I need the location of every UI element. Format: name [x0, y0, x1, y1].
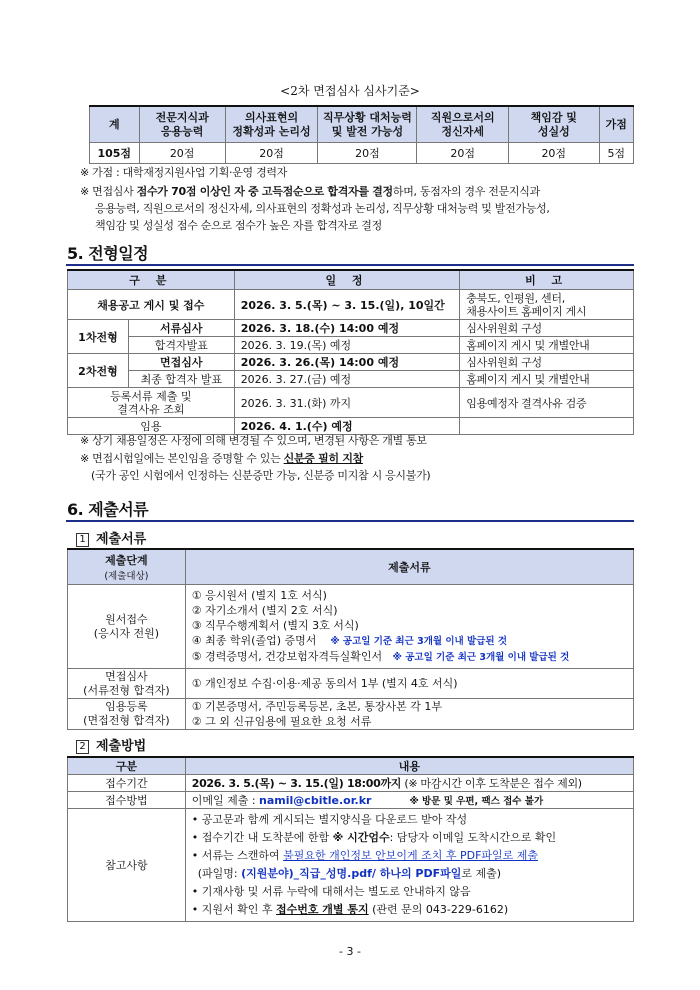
criteria-value: 20점 [225, 143, 318, 164]
method-row [68, 809, 634, 922]
list-item: • 지원서 확인 후 접수번호 개별 통지 (관련 문의 043-229-6162) [191, 903, 509, 916]
documents-row [68, 585, 634, 669]
method-row [68, 775, 634, 792]
schedule-date: 2026. 3. 19.(목) 예정 [234, 337, 460, 354]
schedule-note: 충북도, 인평원, 센터, 채용사이트 홈페이지 게시 [460, 290, 634, 320]
criteria-value: 20점 [318, 143, 417, 164]
list-item: ① 개인정보 수집·이용·제공 동의서 1부 (별지 4호 서식) [191, 677, 458, 690]
schedule-header: 비 고 [460, 270, 634, 290]
method-label: 참고사항 [68, 809, 186, 922]
criteria-header: 직원으로서의 정신자세 [417, 106, 509, 143]
subsection-method: 2 제출방법 [76, 735, 146, 754]
schedule-note: 홈페이지 게시 및 개별안내 [460, 371, 634, 388]
schedule-row [68, 388, 634, 418]
schedule-row [68, 371, 634, 388]
schedule-row [68, 290, 634, 320]
list-item: ② 그 외 신규임용에 필요한 요청 서류 [191, 715, 372, 728]
method-header-row [68, 757, 634, 775]
criteria-table [89, 105, 634, 164]
schedule-note-change: ※ 상기 채용일정은 사정에 의해 변경될 수 있으며, 변경된 사항은 개별 통보 [80, 434, 427, 447]
method-header: 내용 [185, 757, 633, 775]
list-item: • 접수기간 내 도착분에 한함 ※ 시간엄수: 담당자 이메일 도착시간으로 확인 [191, 831, 557, 844]
schedule-row [68, 337, 634, 354]
schedule-header: 일 정 [234, 270, 460, 290]
schedule-note: 심사위원회 구성 [460, 354, 634, 371]
method-label: 접수방법 [68, 792, 186, 809]
schedule-row [68, 354, 634, 371]
schedule-note: 홈페이지 게시 및 개별안내 [460, 337, 634, 354]
criteria-value-row [90, 143, 634, 164]
documents-list [185, 669, 633, 699]
documents-header-stage: 제출단계 (제출대상) [68, 549, 186, 585]
documents-stage: 면접심사 (서류전형 합격자) [68, 669, 186, 699]
criteria-value: 20점 [509, 143, 599, 164]
schedule-sub: 합격자발표 [128, 337, 234, 354]
list-item: ⑤ 경력증명서, 건강보험자격득실확인서 ※ 공고일 기준 최근 3개월 이내 발급된 것 [191, 650, 570, 663]
documents-stage: 원서접수 (응시자 전원) [68, 585, 186, 669]
schedule-header: 구 분 [68, 270, 235, 290]
criteria-header: 가점 [599, 106, 634, 143]
schedule-group: 2차전형 [68, 354, 129, 388]
section-documents-heading: 6. 제출서류 [67, 500, 149, 519]
schedule-row [68, 320, 634, 337]
schedule-date: 2026. 3. 27.(금) 예정 [234, 371, 460, 388]
schedule-date: 2026. 3. 18.(수) 14:00 예정 [234, 320, 460, 337]
documents-list [185, 699, 633, 730]
list-item: ③ 직무수행계획서 (별지 3호 서식) [191, 619, 359, 632]
schedule-category: 채용공고 게시 및 접수 [68, 290, 235, 320]
method-label: 접수기간 [68, 775, 186, 792]
list-item: ② 자기소개서 (별지 2호 서식) [191, 604, 338, 617]
criteria-caption: <2차 면접심사 심사기준> [280, 84, 420, 98]
list-item: (파일명: (지원분야)_직급_성명.pdf/ 하나의 PDF파일로 제출) [197, 867, 502, 880]
criteria-value: 5점 [599, 143, 634, 164]
method-channel: 이메일 제출 : namil@cbitle.or.kr ※ 방문 및 우편, 팩스 접수 불가 [185, 792, 633, 809]
schedule-header-row [68, 270, 634, 290]
subsection-number: 2 [76, 740, 89, 754]
criteria-note-decision: ※ 면접심사 점수가 70점 이상인 자 중 고득점순으로 합격자를 결정하며, 동점자의 경우 전문지식과 응용능력, 직원으로서의 정신자세, 의사표현의 정확성과 논리성, 직무상황 대처능력 및 발전가능성, 책임감 및 성실성 점수 순으로 점수가 높은 자를 합격자로 결정 [80, 185, 550, 232]
criteria-header: 의사표현의 정확성과 논리성 [225, 106, 318, 143]
section-schedule-heading: 5. 전형일정 [67, 244, 149, 263]
subsection-documents: 1 제출서류 [76, 528, 146, 547]
schedule-note: 임용예정자 결격사유 검증 [460, 388, 634, 418]
criteria-header: 책임감 및 성실성 [509, 106, 599, 143]
criteria-header: 전문지식과 응용능력 [139, 106, 225, 143]
criteria-value: 20점 [417, 143, 509, 164]
schedule-note [460, 418, 634, 435]
schedule-sub: 면접심사 [128, 354, 234, 371]
schedule-category: 등록서류 제출 및 결격사유 조회 [68, 388, 235, 418]
documents-stage: 임용등록 (면접전형 합격자) [68, 699, 186, 730]
list-item: ① 응시원서 (별지 1호 서식) [191, 589, 327, 602]
list-item: • 서류는 스캔하여 불필요한 개인정보 안보이게 조치 후 PDF파일로 제출 [191, 849, 539, 862]
method-reference [185, 809, 633, 922]
method-table [67, 756, 634, 922]
documents-header-docs: 제출서류 [185, 549, 633, 585]
schedule-sub: 최종 합격자 발표 [128, 371, 234, 388]
schedule-group: 1차전형 [68, 320, 129, 354]
criteria-value: 20점 [139, 143, 225, 164]
criteria-header: 계 [90, 106, 140, 143]
section-divider [66, 520, 634, 522]
schedule-table [67, 269, 634, 435]
documents-row [68, 669, 634, 699]
schedule-date: 2026. 3. 31.(화) 까지 [234, 388, 460, 418]
section-divider [66, 264, 634, 266]
criteria-value: 105점 [90, 143, 140, 164]
documents-list [185, 585, 633, 669]
schedule-sub: 서류심사 [128, 320, 234, 337]
documents-table [67, 548, 634, 730]
criteria-note-bonus: ※ 가점 : 대학재정지원사업 기획·운영 경력자 [80, 166, 288, 179]
schedule-note-id-detail: (국가 공인 시험에서 인정하는 신분증만 가능, 신분증 미지참 시 응시불가) [91, 469, 431, 482]
method-header: 구분 [68, 757, 186, 775]
method-row [68, 792, 634, 809]
schedule-date: 2026. 4. 1.(수) 예정 [234, 418, 460, 435]
email-link[interactable]: namil@cbitle.or.kr [259, 794, 372, 807]
schedule-note-id: ※ 면접시험일에는 본인임을 증명할 수 있는 신분증 필히 지참 [80, 452, 363, 465]
list-item: • 공고문과 함께 게시되는 별지양식을 다운로드 받아 작성 [191, 813, 468, 826]
schedule-date: 2026. 3. 26.(목) 14:00 예정 [234, 354, 460, 371]
criteria-header: 직무상황 대처능력 및 발전 가능성 [318, 106, 417, 143]
list-item: • 기재사항 및 서류 누락에 대해서는 별도로 안내하지 않음 [191, 885, 471, 898]
criteria-header-row [90, 106, 634, 143]
documents-header-row [68, 549, 634, 585]
list-item: ④ 최종 학위(졸업) 증명서 ※ 공고일 기준 최근 3개월 이내 발급된 것 [191, 634, 508, 647]
schedule-date: 2026. 3. 5.(목) ~ 3. 15.(일), 10일간 [234, 290, 460, 320]
schedule-category: 임용 [68, 418, 235, 435]
subsection-number: 1 [76, 533, 89, 547]
documents-row [68, 699, 634, 730]
schedule-note: 심사위원회 구성 [460, 320, 634, 337]
method-period: 2026. 3. 5.(목) ~ 3. 15.(일) 18:00까지 (※ 마감시간 이후 도착분은 접수 제외) [185, 775, 633, 792]
page-number: - 3 - [339, 945, 361, 958]
list-item: ① 기본증명서, 주민등록등본, 초본, 통장사본 각 1부 [191, 700, 443, 713]
